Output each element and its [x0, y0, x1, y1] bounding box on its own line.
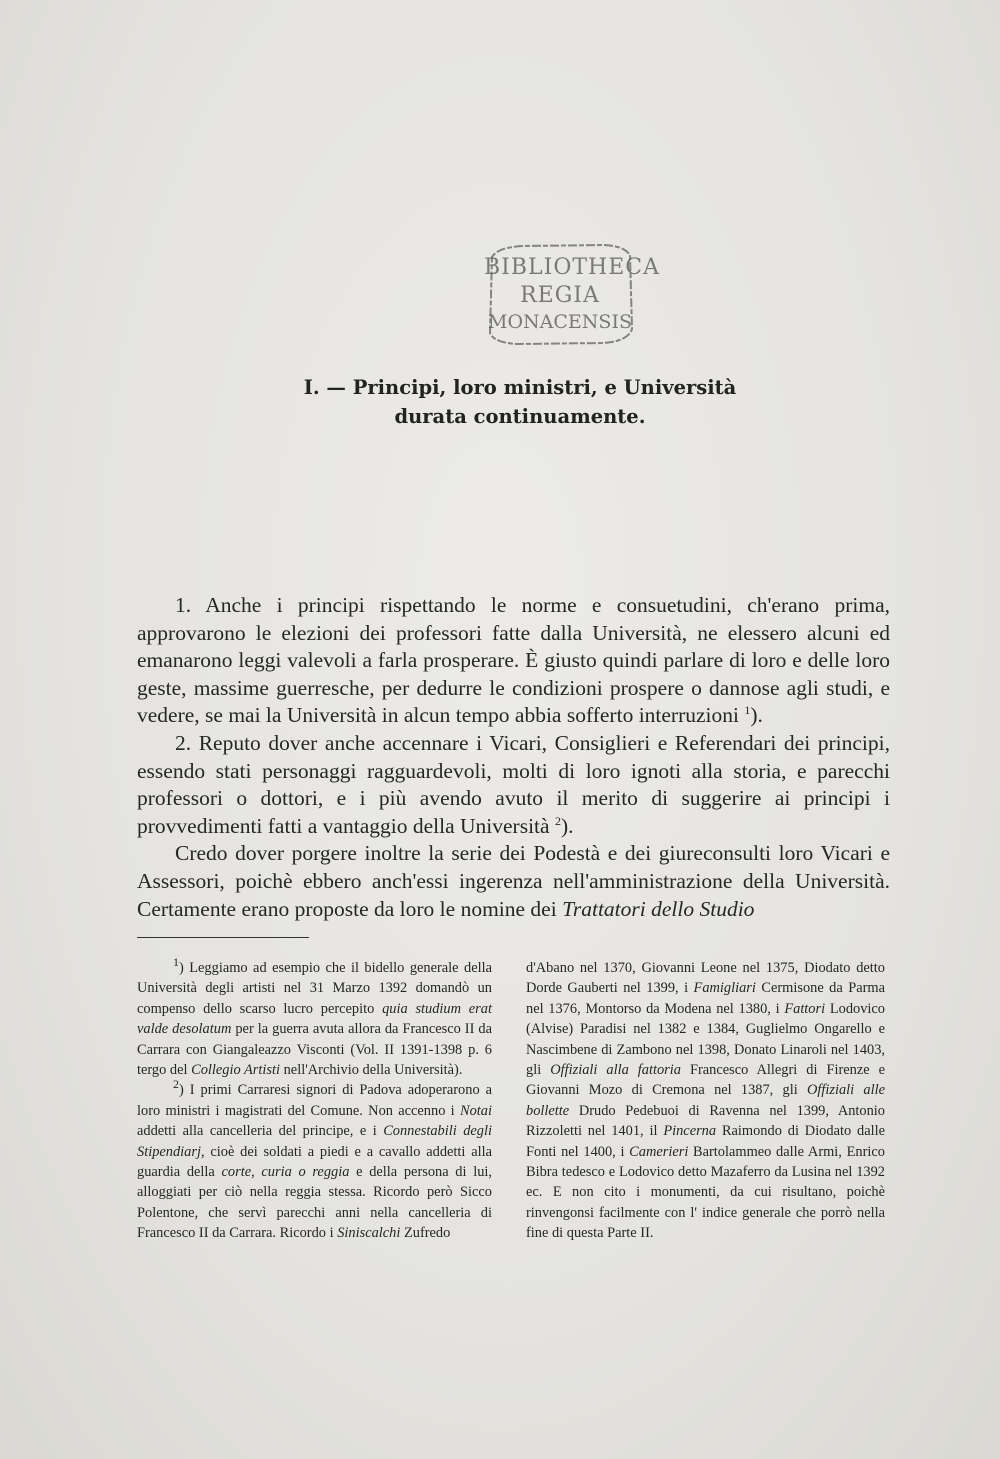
- footnote-2-text: addetti alla cancelleria del principe, e i: [137, 1123, 377, 1140]
- footnote-1-italic: Collegio Artisti: [191, 1062, 280, 1079]
- footnote-2-cont-text: d'Abano nel 1370, Giovanni Leone nel 1375, Diodato detto Dorde Gauberti nel 1399, i: [526, 960, 885, 997]
- footnote-1-text: ) Leggiamo ad esempio che il bidello generale della Università degli artisti nel 31 Marzo 1392 domandò un compenso dello scarso lucro percepito: [137, 960, 492, 1017]
- footnote-2-text: e della persona di lui, alloggiati per ciò nella reggia stessa. Ricordo però Sicco Polentone, che servì parecchi anni nella cancelleria di Francesco II da Carrara. Ricordo i: [137, 1164, 492, 1242]
- footnotes-left-column: [137, 955, 492, 1244]
- footnote-separator: [137, 937, 309, 938]
- footnote-2: [137, 1077, 492, 1243]
- paragraph-1-end: ).: [750, 703, 763, 728]
- paragraph-1: [137, 592, 890, 730]
- heading-line-2: durata continuamente.: [394, 405, 646, 428]
- footnote-2-cont-italic: Camerieri: [629, 1143, 689, 1160]
- footnote-2-cont-italic: Offiziali alle bollette: [526, 1082, 885, 1119]
- footnote-1-text: nell'Archivio della Università).: [283, 1062, 463, 1079]
- paragraph-3: [137, 840, 890, 923]
- paragraph-1-text: 1. Anche i principi rispettando le norme e consuetudini, ch'erano prima, approvarono le elezioni dei professori fatte dalla Università, ne elessero alcuni ed emanarono leggi valevoli a farla prosperare. È giusto quindi parlare di loro e delle loro geste, massime guerresche, per dedurre le condizioni prospere o dannose agli studi, e vedere, se mai la Università in alcun tempo abbia sofferto interruzioni: [137, 593, 890, 728]
- footnote-2-italic: Notai: [459, 1102, 492, 1119]
- footnote-2-text: ) I primi Carraresi signori di Padova adoperarono a loro ministri i magistrati del Comune. Non accenno i: [137, 1082, 492, 1119]
- footnote-ref-2: 2: [554, 813, 561, 828]
- heading-line-1: I. — Principi, loro ministri, e Università: [303, 376, 737, 399]
- footnote-2-cont-italic: Offiziali alla fattoria: [550, 1062, 681, 1079]
- footnote-ref-1: 1: [744, 703, 751, 718]
- footnote-1-text: per la guerra avuta allora da Francesco II da Carrara con Giangaleazzo Visconti (Vol. II 1391-1398 p. 6 tergo del: [137, 1021, 492, 1079]
- footnote-2-marker: 2: [173, 1077, 179, 1092]
- footnote-1-marker: 1: [173, 955, 179, 970]
- footnote-2-cont-italic: Fattori: [784, 1000, 826, 1017]
- footnote-2-italic: corte, curia o reggia: [221, 1164, 350, 1181]
- footnote-2-continued: [526, 958, 885, 1244]
- paragraph-2-end: ).: [560, 813, 574, 838]
- footnote-2-text: Zufredo: [403, 1225, 451, 1242]
- stamp-text-line2: REGIA: [520, 283, 600, 308]
- paragraph-3-italic: Trattatori dello Studio: [562, 896, 755, 921]
- footnote-2-cont-text: Bartolammeo dalle Armi, Enrico Bibra tedesco e Lodovico detto Mazaferro da Lusina nel 1392 ec. E non cito i monumenti, da cui risultano, poichè rinvengonsi facilmente con l' indice generale che porrò nella fine di questa Parte II.: [526, 1143, 885, 1242]
- footnote-2-cont-text: Drudo Pedebuoi di Ravenna nel 1399, Antonio Rizzoletti nel 1401, il: [526, 1102, 885, 1140]
- footnote-2-cont-text: Lodovico (Alvise) Paradisi nel 1382 e 1384, Guglielmo Ongarello e Nascimbene di Zambono nel 1398, Donato Linaroli nel 1403, gli: [526, 1000, 885, 1079]
- paragraph-2-text: 2. Reputo dover anche accennare i Vicari, Consiglieri e Referendari dei principi, essendo stati personaggi ragguardevoli, molti di loro ignoti alla storia, e parecchi professori o dottori, e i più avendo avuto il merito di suggerire ai principi i provvedimenti fatti a vantaggio della Università: [137, 730, 890, 838]
- library-stamp: [484, 243, 660, 347]
- paragraph-3-text: Credo dover porgere inoltre la serie dei Podestà e dei giureconsulti loro Vicari e Assessori, poichè ebbero anch'essi ingerenza nell'amministrazione della Università. Certamente erano proposte da loro le nomine dei: [137, 841, 890, 921]
- paragraph-2: [137, 730, 890, 840]
- footnote-2-cont-text: Raimondo di Diodato dalle Fonti nel 1400, i: [526, 1123, 885, 1160]
- chapter-heading: [250, 373, 790, 431]
- footnote-2-text: cioè dei soldati a piedi e a cavallo addetti alla guardia della: [137, 1143, 492, 1181]
- footnote-1-italic: quia studium erat valde desolatum: [137, 1000, 492, 1038]
- footnote-1: [137, 955, 492, 1080]
- footnote-2-cont-text: Cermisone da Parma nel 1376, Montorso da Modena nel 1380, i: [526, 980, 885, 1017]
- footnote-2-cont-text: Francesco Allegri di Firenze e Giovanni Mozo di Cremona nel 1387, gli: [526, 1062, 885, 1099]
- stamp-text-line1: BIBLIOTHECA: [484, 255, 660, 280]
- stamp-text-line3: MONACENSIS: [488, 311, 632, 333]
- footnote-2-cont-italic: Pincerna: [663, 1123, 717, 1140]
- footnote-2-italic: Connestabili degli Stipendiarj,: [137, 1123, 492, 1160]
- body-text: [137, 592, 890, 923]
- footnotes-right-column: [526, 958, 885, 1244]
- footnote-2-cont-italic: Famigliari: [693, 980, 756, 997]
- footnote-2-italic: Siniscalchi: [337, 1225, 401, 1242]
